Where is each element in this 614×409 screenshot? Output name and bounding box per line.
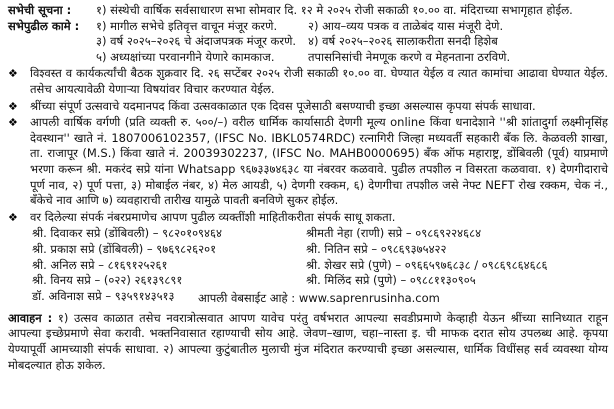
agenda-item-4-continued: तपासनिसांची नेमणूक करणे व मेहनताना ठरविणे. xyxy=(308,49,511,64)
bullet-text: आपली वार्षिक वर्गणी (प्रति व्यक्ती रु. ५००/–) वरील धार्मिक कार्यासाठी देणगी मूल्य online किंवा धनादेशाने ''श्री शांतादुर्गा लक्ष्मीनृसिंह देवस्थान'' खाते नं. 1807006102357, (IFSC No. IBKL0574RDC) रत्नागिरी जिल्हा मध्यवर्ती सहकारी बँक लि. केळवली शाखा, ता. राजापूर (M.S.) किंवा खाते नं. 20039302237, (IFSC No. MAHB0000695) बँक ऑफ महाराष्ट्र, डोंबिवली (पूर्व) याप्रमाणे भरणा करून श्री. मकरंद सप्रे यांना Whatsapp ९६७३३७४६३८ या नंबरवर कळवावे. पुढील तपशील न विसरता कळवावा. १) देणगीदाराचे पूर्ण नाव, २) पूर्ण पत्ता, ३) मोबाईल नंबर, ४) मेल आयडी, ५) देणगी रक्कम, ६) देणगीचा तपशील जसे नेफ्ट NEFT रोख रक्कम, चेक नं., बँकेचे नाव आणि ७) व्यवहाराची तारीख यामुळे पावती बनविणे सुकर होईल. xyxy=(30,115,608,208)
agenda-item-2: २) आय–व्यय पत्रक व ताळेबंद यास मंजूरी देणे. xyxy=(308,18,504,33)
contact-entry: श्री. मिलिंद सप्रे (पुणे) – ०९८८११३०९०५ xyxy=(306,273,476,288)
appeal-label: आवाहन : xyxy=(8,310,53,325)
bullet-text: श्रींच्या संपूर्ण उत्सवाचे यदमानपद किंवा उत्सवकाळात एक दिवस पूजेसाठी बसण्याची इच्छा असल्यास कृपया संपर्क साधावा. xyxy=(30,98,536,113)
contact-entry: श्री. विनय सप्रे – (०२२) २६१३९८९१ xyxy=(32,273,183,288)
meeting-notice-text: १) संस्थेची वार्षिक सर्वसाधारण सभा सोमवार दि. १२ मे २०२५ रोजी सकाळी १०.०० वा. मंदिराच्या सभागृहात होईल. xyxy=(96,3,573,17)
diamond-bullet-icon: ❖ xyxy=(8,67,18,81)
contact-entry: श्री. शेखर सप्रे (पुणे) – ०९६६५९७६८३८ / ०९८६९८६४६८६ xyxy=(306,257,548,272)
agenda-item-1: १) मागील सभेचे इतिवृत्त वाचून मंजूर करणे. xyxy=(96,18,278,33)
diamond-bullet-icon: ❖ xyxy=(8,99,18,113)
agenda-label: सभेपुढील कामे : xyxy=(8,18,80,33)
agenda-row-3 xyxy=(8,50,608,66)
appeal-text: १) उत्सव काळात तसेच नवरात्रोत्सवात आपण यावेच परंतु वर्षभरात आपल्या सवडीप्रमाणे केव्हाही येऊन श्रींच्या सानिध्यात राहून आपल्या इच्छेप्रमाणे सेवा करावी. भक्तनिवासात रहाण्याची सोय आहे. जेवण–खाण, चहा–नास्ता इ. ची माफक दरात सोय उपलब्ध आहे. कृपया येण्यापूर्वी आमच्याशी संपर्क साधावा. २) आपल्या कुटुंबातील मुलाची मुंज मंदिरात करण्याची इच्छा असल्यास, धार्मिक विधींसह सर्व व्यवस्था योग्य मोबदल्यात होऊ शकेल. xyxy=(8,310,608,372)
bullet-text: वर दिलेल्या संपर्क नंबरप्रमाणेच आपण पुढील व्यक्तींशी माहितीकरीता संपर्क साधू शकता. xyxy=(30,209,396,224)
appeal-paragraph xyxy=(8,311,608,373)
website-label: आपली वेबसाईट आहे : xyxy=(198,291,296,306)
contact-entry: श्री. प्रकाश सप्रे (डोंबिवली) – ९७६९८२६२०१ xyxy=(32,241,217,256)
agenda-item-3: ३) वर्ष २०२५–२०२६ चे अंदाजपत्रक मंजूर करणे. xyxy=(96,34,297,49)
agenda-row-2 xyxy=(8,34,608,50)
agenda-item-4: ४) वर्ष २०२५–२०२६ सालाकरीता सनदी हिशेब xyxy=(308,34,498,49)
bullet-contact-info xyxy=(8,210,608,226)
meeting-notice-line xyxy=(8,3,608,19)
contact-entry: डॉ. अविनाश सप्रे – ९३५९१४३५१३ xyxy=(32,288,175,303)
diamond-bullet-icon: ❖ xyxy=(8,210,18,224)
bullet-text: विश्वस्त व कार्यकर्त्यांची बैठक शुक्रवार दि. २६ सप्टेंबर २०२५ रोजी सकाळी १०.०० वा. घेण्यात येईल व त्यात कामांचा आढावा घेण्यात येईल. तसेच आयत्यावेळी येणाऱ्या विषयांवर विचार करण्यात येईल. xyxy=(30,66,608,96)
contact-entry: श्री. अनिल सप्रे – ८१६९१२५२६१ xyxy=(32,257,168,272)
agenda-row-1 xyxy=(8,19,608,35)
agenda-item-5: ५) अध्यक्षांच्या परवानगीने येणारे कामकाज. xyxy=(96,49,275,64)
contact-entry: श्री. नितिन सप्रे – ०९८६९३७५४२२ xyxy=(306,241,447,256)
meeting-notice-label: सभेची सूचना : xyxy=(8,3,72,17)
bullet-donation-details xyxy=(8,115,608,209)
contact-entry: श्रीमती नेहा (राणी) सप्रे – ०९८६९२२४६८४ xyxy=(306,226,482,241)
website-url: www.saprenrusinha.com xyxy=(298,291,440,306)
bullet-trustee-meeting xyxy=(8,66,608,97)
bullet-festival-host xyxy=(8,99,608,115)
contact-entry: श्री. दिवाकर सप्रे (डोंबिवली) – ९८२०१०९४६४ xyxy=(32,226,222,241)
diamond-bullet-icon: ❖ xyxy=(8,116,18,130)
